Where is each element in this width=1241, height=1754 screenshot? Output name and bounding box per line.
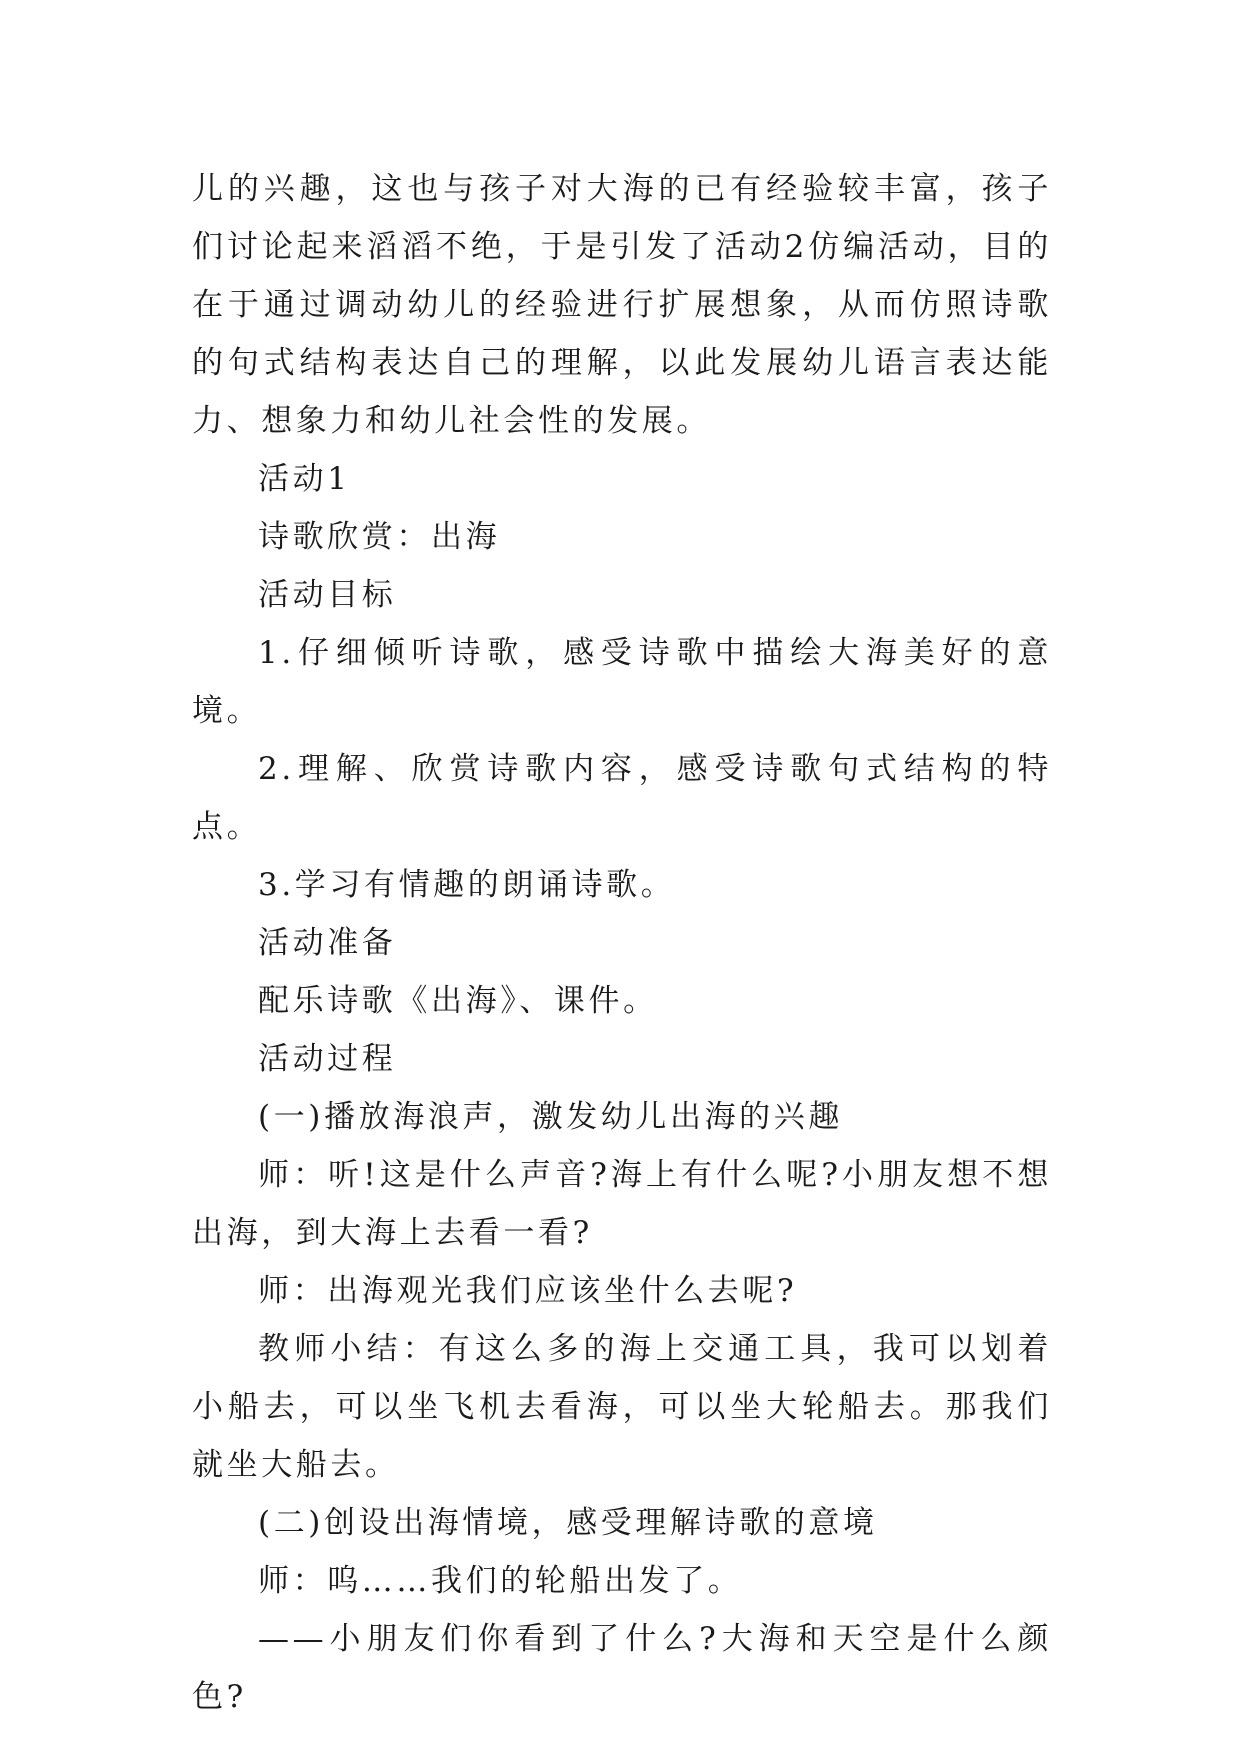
document-body <box>192 160 1052 1726</box>
preparation-text: 配乐诗歌《出海》、课件。 <box>258 983 658 1019</box>
heading-activity-process: 活动过程 <box>258 1041 397 1077</box>
teacher-line-3: 师：呜……我们的轮船出发了。 <box>258 1563 743 1599</box>
teacher-line-1: 师：听!这是什么声音?海上有什么呢?小朋友想不想出海，到大海上去看一看? <box>192 1157 1052 1251</box>
goal-item-3: 3.学习有情趣的朗诵诗歌。 <box>258 867 676 903</box>
goal-item-2: 2.理解、欣赏诗歌内容，感受诗歌句式结构的特点。 <box>192 751 1052 845</box>
teacher-line-2: 师：出海观光我们应该坐什么去呢? <box>258 1273 798 1309</box>
heading-activity-preparation: 活动准备 <box>258 925 397 961</box>
heading-activity-1: 活动1 <box>258 461 351 497</box>
teacher-summary: 教师小结：有这么多的海上交通工具，我可以划着小船去，可以坐飞机去看海，可以坐大轮船去。那我们就坐大船去。 <box>192 1331 1052 1483</box>
goal-item-1: 1.仔细倾听诗歌，感受诗歌中描绘大海美好的意境。 <box>192 635 1052 729</box>
heading-poem-title: 诗歌欣赏：出海 <box>258 519 501 555</box>
process-step-1-heading: (一)播放海浪声，激发幼儿出海的兴趣 <box>258 1099 843 1135</box>
heading-activity-goals: 活动目标 <box>258 577 397 613</box>
paragraph-intro: 儿的兴趣，这也与孩子对大海的已有经验较丰富，孩子们讨论起来滔滔不绝，于是引发了活动2仿编活动，目的在于通过调动幼儿的经验进行扩展想象，从而仿照诗歌的句式结构表达自己的理解，以此发展幼儿语言表达能力、想象力和幼儿社会性的发展。 <box>192 171 1052 439</box>
process-step-2-heading: (二)创设出海情境，感受理解诗歌的意境 <box>258 1505 878 1541</box>
teacher-line-4: ——小朋友们你看到了什么?大海和天空是什么颜色? <box>192 1621 1052 1715</box>
